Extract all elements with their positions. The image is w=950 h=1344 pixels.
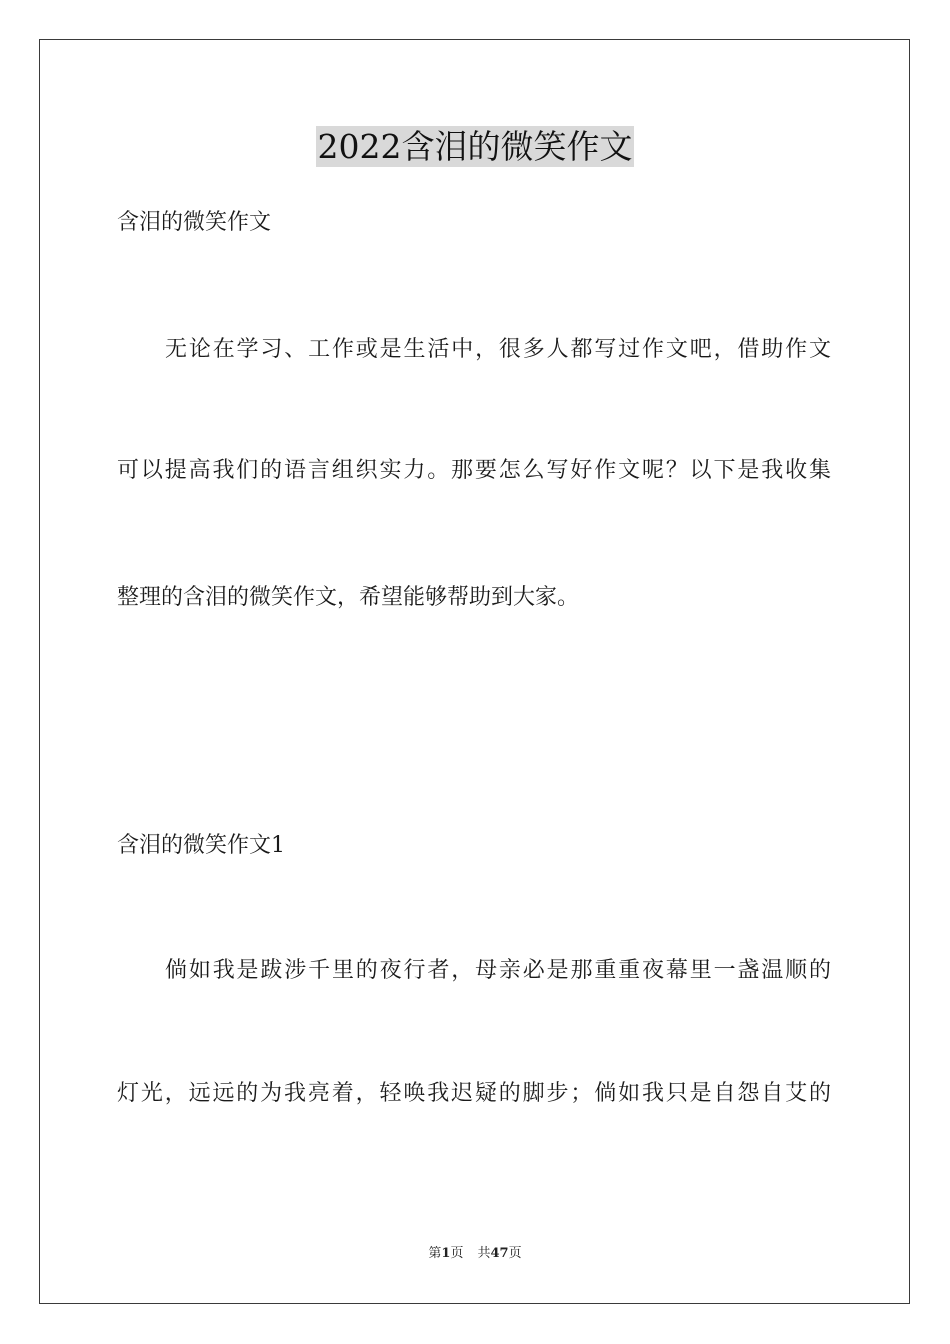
- footer-total-suffix: 页: [508, 1246, 522, 1261]
- section-heading: 含泪的微笑作文1: [117, 833, 285, 858]
- document-heading: 含泪的微笑作文: [117, 210, 272, 235]
- footer-page-current: 1: [441, 1246, 451, 1261]
- section-line-2: 灯光，远远的为我亮着，轻唤我迟疑的脚步；倘如我只是自怨自艾的: [117, 1081, 831, 1106]
- footer-total-prefix: 共: [477, 1246, 491, 1261]
- intro-line-3: 整理的含泪的微笑作文，希望能够帮助到大家。: [117, 585, 580, 610]
- section-line-1: 倘如我是跋涉千里的夜行者，母亲必是那重重夜幕里一盏温顺的: [165, 958, 831, 983]
- intro-line-1: 无论在学习、工作或是生活中，很多人都写过作文吧，借助作文: [165, 337, 831, 362]
- footer-page-total: 47: [490, 1246, 509, 1261]
- document-title: 2022含泪的微笑作文: [317, 127, 633, 166]
- intro-line-2: 可以提高我们的语言组织实力。那要怎么写好作文呢？以下是我收集: [117, 458, 831, 483]
- title-container: [0, 126, 950, 167]
- page-footer: [0, 1245, 950, 1263]
- footer-page-suffix: 页: [450, 1246, 464, 1261]
- footer-page-prefix: 第: [428, 1246, 442, 1261]
